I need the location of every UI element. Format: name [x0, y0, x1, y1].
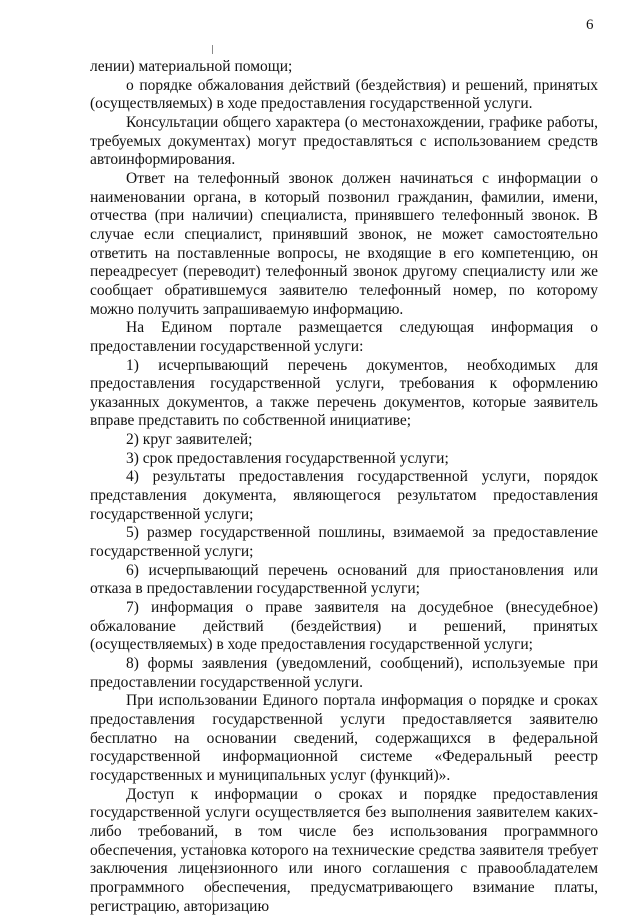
paragraph: 8) формы заявления (уведомлений, сообщений), используемые при предоставлении государственной услуги.	[90, 655, 598, 691]
paragraph: о порядке обжалования действий (бездействия) и решений, принятых (осуществляемых) в ходе предоставления государственной услуги.	[90, 76, 598, 113]
paragraph: 7) информация о праве заявителя на досудебное (внесудебное) обжалование действий (бездействия) и решений, принятых (осуществляемых) в ходе предоставления государственной услуги;	[90, 599, 598, 654]
paragraph: 3) срок предоставления государственной услуги;	[126, 449, 449, 467]
scan-crease-top	[212, 45, 213, 54]
paragraph: На Едином портале размещается следующая информация о предоставлении государственной услуги:	[90, 319, 598, 355]
paragraph: Ответ на телефонный звонок должен начинаться с информации о наименовании органа, в который позвонил гражданин, фамилии, имени, отчества (при наличии) специалиста, принявшего телефонный звонок. В случае если специалист, принявший звонок, не может самостоятельно ответить на поставленные вопросы, не входящие в его компетенцию, он переадресует (переводит) телефонный звонок другому специалисту или же сообщает обратившемуся заявителю телефонный номер, по которому можно получить запрашиваемую информацию.	[90, 169, 598, 318]
paragraph: 2) круг заявителей;	[126, 431, 253, 449]
paragraph: Консультации общего характера (о местонахождении, графике работы, требуемых документах) могут предоставляться с использованием средств автоинформирования.	[90, 113, 598, 169]
paragraph: 5) размер государственной пошлины, взимаемой за предоставление государственной услуги;	[90, 524, 598, 561]
paragraph: Доступ к информации о сроках и порядке предоставления государственной услуги осуществляется без выполнения заявителем каких-либо требований, в том числе без использования программного обеспечения, установка которого на технические средства заявителя требует заключения лицензионного или иного соглашения с правообладателем программного обеспечения, предусматривающего взимание платы, регистрацию, авторизацию	[90, 785, 598, 915]
paragraph: 1) исчерпывающий перечень документов, необходимых для предоставления государственной услуги, требования к оформлению указанных документов, а также перечень документов, которые заявитель вправе представить по собственной инициативе;	[90, 356, 598, 430]
page-number: 6	[586, 17, 594, 33]
document-body	[90, 58, 598, 916]
paragraph: 4) результаты предоставления государственной услуги, порядок представления документа, являющегося результатом предоставления государственной услуги;	[90, 468, 598, 523]
paragraph: 6) исчерпывающий перечень оснований для приостановления или отказа в предоставлении государственной услуги;	[90, 561, 598, 598]
paragraph: лении) материальной помощи;	[90, 58, 293, 75]
paragraph: При использовании Единого портала информация о порядке и сроках предоставления государственной услуги предоставляется заявителю бесплатно на основании сведений, содержащихся в федеральной государственной информационной системе «Федеральный реестр государственных и муниципальных услуг (функций)».	[90, 692, 598, 784]
